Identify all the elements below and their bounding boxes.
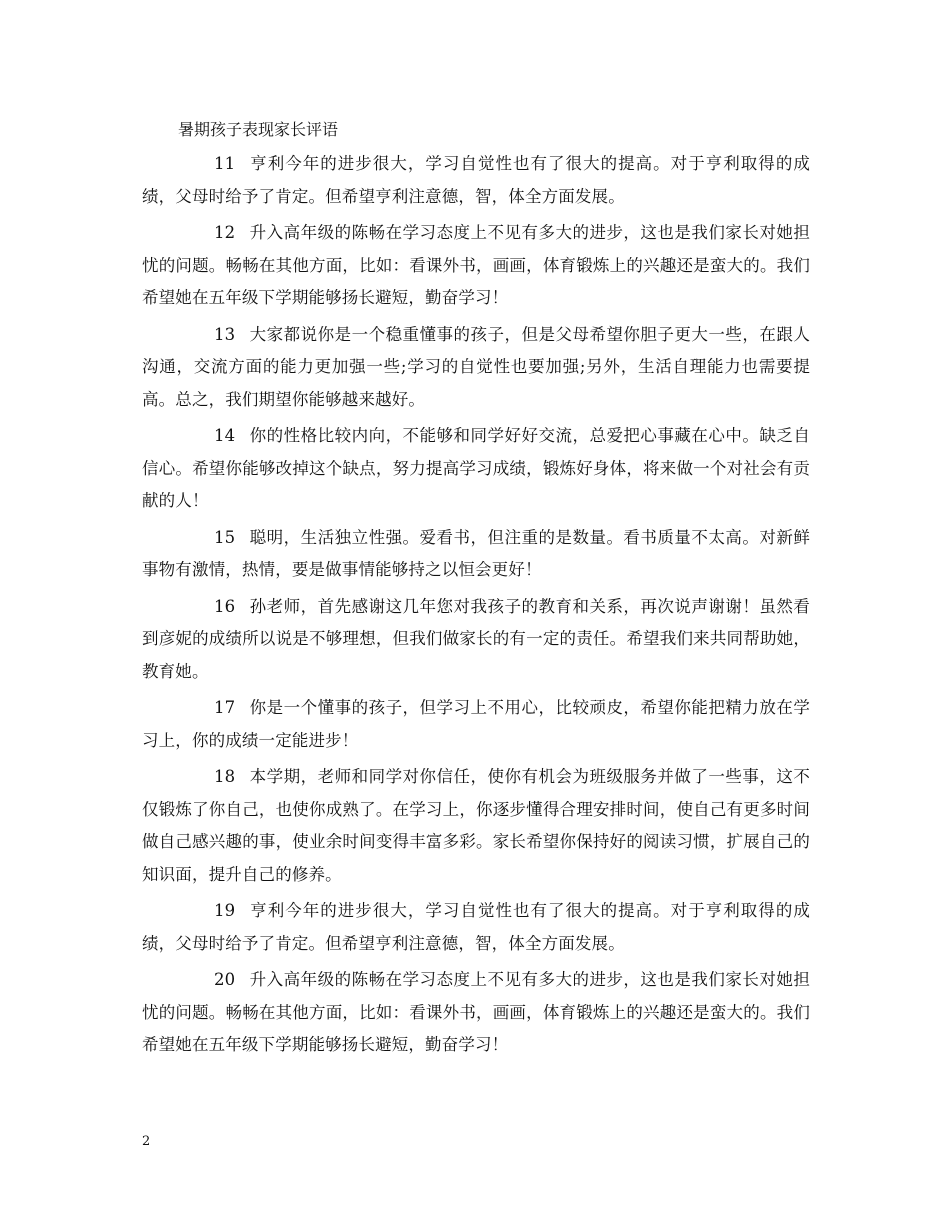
- comment-text: 升入高年级的陈畅在学习态度上不见有多大的进步，这也是我们家长对她担忧的问题。畅畅在其他方面，比如：看课外书，画画，体育锻炼上的兴趣还是蛮大的。我们希望她在五年级下学期能够扬长避短，勤奋学习！: [142, 223, 810, 307]
- comment-number: 14: [214, 426, 236, 445]
- comment-paragraph: [142, 761, 810, 891]
- comment-paragraph: [142, 217, 810, 315]
- page-number: 2: [142, 1134, 151, 1149]
- comment-paragraph: [142, 895, 810, 960]
- comment-text: 本学期，老师和同学对你信任，使你有机会为班级服务并做了一些事，这不仅锻炼了你自己，也使你成熟了。在学习上，你逐步懂得合理安排时间，使自己有更多时间做自己感兴趣的事，使业余时间变得丰富多彩。家长希望你保持好的阅读习惯，扩展自己的知识面，提升自己的修养。: [142, 767, 810, 884]
- comment-paragraph: [142, 522, 810, 587]
- comment-number: 12: [214, 223, 236, 242]
- comment-paragraph: [142, 692, 810, 757]
- comment-number: 20: [214, 970, 236, 989]
- comment-text: 你的性格比较内向，不能够和同学好好交流，总爱把心事藏在心中。缺乏自信心。希望你能够改掉这个缺点，努力提高学习成绩，锻炼好身体，将来做一个对社会有贡献的人！: [142, 426, 810, 510]
- comment-number: 11: [214, 154, 236, 173]
- comment-number: 13: [214, 324, 236, 344]
- comment-paragraph: [142, 148, 810, 213]
- comment-text: 你是一个懂事的孩子，但学习上不用心，比较顽皮，希望你能把精力放在学习上，你的成绩一定能进步！: [142, 698, 810, 750]
- comment-paragraph: [142, 591, 810, 689]
- comment-number: 17: [214, 698, 236, 717]
- comment-paragraph: [142, 420, 810, 518]
- comment-text: 聪明，生活独立性强。爱看书，但注重的是数量。看书质量不太高。对新鲜事物有激情，热情，要是做事情能够持之以恒会更好！: [142, 527, 810, 579]
- comment-number: 18: [214, 767, 236, 786]
- comment-text: 升入高年级的陈畅在学习态度上不见有多大的进步，这也是我们家长对她担忧的问题。畅畅在其他方面，比如：看课外书，画画，体育锻炼上的兴趣还是蛮大的。我们希望她在五年级下学期能够扬长避短，勤奋学习！: [142, 970, 810, 1054]
- document-body: [142, 114, 810, 1066]
- comment-paragraph: [142, 964, 810, 1062]
- comment-text: 亨利今年的进步很大，学习自觉性也有了很大的提高。对于亨利取得的成绩，父母时给予了肯定。但希望亨利注意德，智，体全方面发展。: [142, 154, 810, 206]
- document-title: 暑期孩子表现家长评语: [178, 120, 339, 139]
- entry-list: [142, 148, 810, 1062]
- comment-text: 亨利今年的进步很大，学习自觉性也有了很大的提高。对于亨利取得的成绩，父母时给予了肯定。但希望亨利注意德，智，体全方面发展。: [142, 901, 810, 953]
- comment-text: 孙老师，首先感谢这几年您对我孩子的教育和关系，再次说声谢谢！虽然看到彦妮的成绩所以说是不够理想，但我们做家长的有一定的责任。希望我们来共同帮助她，教育她。: [142, 596, 810, 681]
- comment-text: 大家都说你是一个稳重懂事的孩子，但是父母希望你胆子更大一些，在跟人沟通，交流方面的能力更加强一些;学习的自觉性也要加强;另外，生活自理能力也需要提高。总之，我们期望你能够越来越好。: [142, 324, 810, 409]
- comment-number: 19: [214, 901, 236, 920]
- comment-paragraph: [142, 319, 810, 417]
- comment-number: 15: [214, 527, 236, 547]
- comment-number: 16: [214, 596, 236, 616]
